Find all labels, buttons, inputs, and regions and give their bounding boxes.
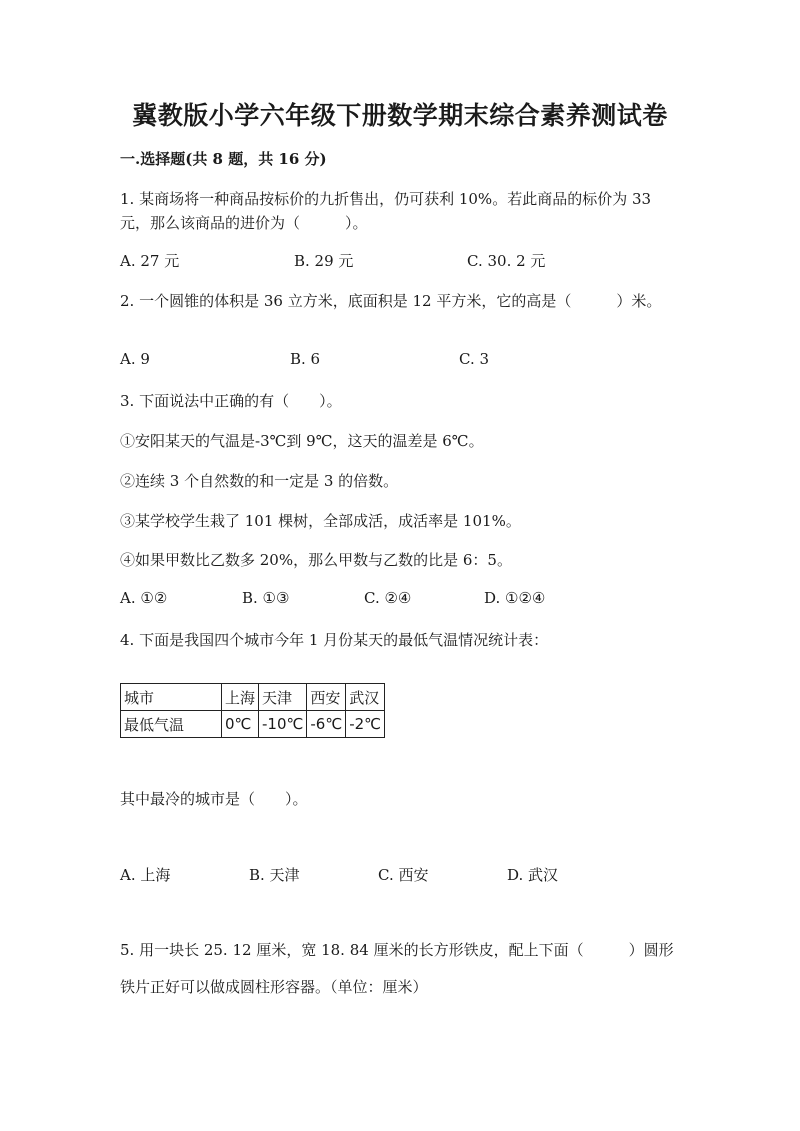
q4-option-d: D. 武汉	[507, 866, 559, 884]
table-cell: 西安	[307, 684, 346, 711]
q2-option-a: A. 9	[120, 350, 150, 368]
q4-option-b: B. 天津	[249, 866, 300, 884]
q3-statement-2: ②连续 3 个自然数的和一定是 3 的倍数。	[120, 472, 399, 490]
table-cell: 天津	[259, 684, 307, 711]
table-cell: -6℃	[307, 711, 346, 738]
q1-line1: 1. 某商场将一种商品按标价的九折售出，仍可获利 10%。若此商品的标价为 33	[120, 190, 652, 208]
q2-line1: 2. 一个圆锥的体积是 36 立方米，底面积是 12 平方米，它的高是（ ）米。	[120, 292, 662, 310]
q4-option-c: C. 西安	[378, 866, 429, 884]
page-title: 冀教版小学六年级下册数学期末综合素养测试卷	[132, 101, 668, 130]
q3-option-a: A. ①②	[120, 589, 168, 607]
q1-option-a: A. 27 元	[120, 252, 180, 270]
section-heading: 一.选择题(共 8 题，共 16 分)	[120, 150, 327, 168]
q3-statement-4: ④如果甲数比乙数多 20%，那么甲数与乙数的比是 6：5。	[120, 551, 512, 569]
table-cell: 最低气温	[121, 711, 222, 738]
table-cell: 武汉	[346, 684, 385, 711]
q1-line2: 元，那么该商品的进价为（ ）。	[120, 214, 368, 232]
table-cell: -2℃	[346, 711, 385, 738]
q1-option-b: B. 29 元	[294, 252, 354, 270]
table-cell: 城市	[121, 684, 222, 711]
table-cell: -10℃	[259, 711, 307, 738]
q2-option-b: B. 6	[290, 350, 321, 368]
q4-option-a: A. 上海	[120, 866, 171, 884]
q3-statement-1: ①安阳某天的气温是-3℃到 9℃，这天的温差是 6℃。	[120, 432, 484, 450]
table-cell: 0℃	[222, 711, 259, 738]
q4-question: 其中最冷的城市是（ ）。	[120, 790, 308, 808]
q3-option-d: D. ①②④	[484, 589, 546, 607]
q2-option-c: C. 3	[459, 350, 490, 368]
q4-line1: 4. 下面是我国四个城市今年 1 月份某天的最低气温情况统计表：	[120, 631, 549, 649]
q5-line1: 5. 用一块长 25. 12 厘米，宽 18. 84 厘米的长方形铁皮，配上下面（ ）圆形	[120, 941, 674, 959]
table-header-row	[121, 684, 385, 711]
q3-statement-3: ③某学校学生栽了 101 棵树，全部成活，成活率是 101%。	[120, 512, 521, 530]
q5-line2: 铁片正好可以做成圆柱形容器。（单位：厘米）	[120, 978, 428, 996]
table-cell: 上海	[222, 684, 259, 711]
temperature-table	[120, 683, 385, 738]
q3-option-c: C. ②④	[364, 589, 412, 607]
q1-option-c: C. 30. 2 元	[467, 252, 546, 270]
q3-option-b: B. ①③	[242, 589, 290, 607]
table-row	[121, 711, 385, 738]
q3-line1: 3. 下面说法中正确的有（ ）。	[120, 392, 342, 410]
